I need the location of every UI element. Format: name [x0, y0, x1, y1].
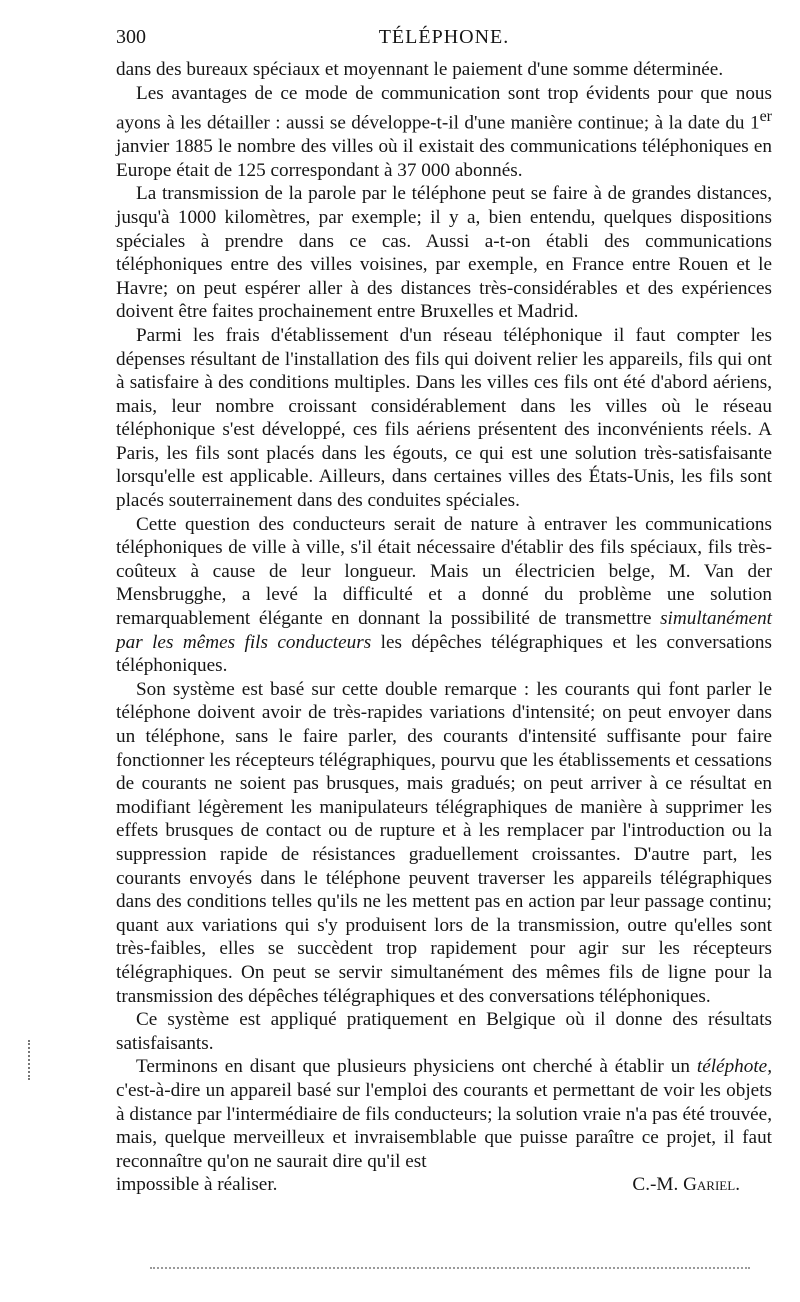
author-signature: [632, 1173, 740, 1197]
text-segment: Terminons en disant que plusieurs physiciens ont cherché à établir un: [136, 1056, 697, 1078]
running-head: TÉLÉPHONE.: [378, 26, 510, 48]
paragraph-belgique: Ce système est appliqué pratiquement en Belgique où il donne des résultats satisfaisants.: [116, 1009, 772, 1054]
article-body: [116, 58, 772, 1197]
page-header: [116, 26, 772, 54]
closing-line: [116, 1173, 772, 1197]
paragraph-avantages: [116, 82, 772, 183]
text-segment: les dépêches télégraphiques et les conversations téléphoniques.: [116, 631, 772, 677]
italic-emphasis: simultanément par les mêmes fils conducteurs: [116, 608, 772, 653]
author-surname: Gariel.: [683, 1174, 740, 1196]
text-segment: janvier 1885 le nombre des villes où il existait des communications téléphoniques en Europe était de 125 correspondant à 37 000 abonnés.: [116, 136, 772, 181]
final-text: impossible à réaliser.: [116, 1174, 278, 1196]
page-number: 300: [116, 26, 146, 48]
margin-marks: [28, 1040, 36, 1080]
ordinal-superscript: er: [759, 108, 772, 126]
paragraph-telephote: [116, 1055, 772, 1173]
text-segment: Les avantages de ce mode de communication sont trop évidents pour que nous ayons à les détailler : aussi se développe-t-il d'une manière continue; à la date du 1: [116, 82, 772, 134]
text-segment: Cette question des conducteurs serait de nature à entraver les communications téléphoniques de ville à ville, s'il était nécessaire d'établir des fils spéciaux, fils très-coûteux à cause de leur longueur. Mais un électricien belge, M. Van der Mensbrugghe, a levé la difficulté et a donné du problème une solution remarquablement élégante en donnant la possibilité de transmettre: [116, 513, 772, 630]
paragraph-frais: Parmi les frais d'établissement d'un réseau téléphonique il faut compter les dépenses résultant de l'installation des fils qui doivent relier les appareils, fils qui ont à satisfaire à des conditions multiples. Dans les villes ces fils ont été d'abord aériens, mais, leur nombre croissant considérablement dans les villes où le réseau téléphonique s'est développé, ces fils aériens présentent des inconvénients réels. A Paris, les fils sont placés dans les égouts, ce qui est une solution très-satisfaisante lorsqu'elle est applicable. Ailleurs, dans certaines villes des États-Unis, les fils sont placés souterrainement dans des conduites spéciales.: [116, 324, 772, 512]
italic-term: téléphote,: [696, 1056, 772, 1078]
text-segment: c'est-à-dire un appareil basé sur l'emploi des courants et permettant de voir les objets à distance par l'intermédiaire de fils conducteurs; la solution vraie n'a pas été trouvée, mais, quelque merveilleux et invraisemblable que puisse paraître ce projet, il faut reconnaître qu'on ne saurait dire qu'il est: [116, 1079, 772, 1172]
bottom-dotted-rule: [150, 1267, 750, 1269]
paragraph-conducteurs: [116, 513, 772, 678]
author-initials: C.-M.: [632, 1174, 684, 1196]
paragraph-systeme: Son système est basé sur cette double remarque : les courants qui font parler le téléphone doivent avoir de très-rapides variations d'intensité; on peut envoyer dans un téléphone, sans le faire parler, des courants d'intensité suffisante pour faire fonctionner les récepteurs télégraphiques, pourvu que les établissements et cessations de courants ne soient pas brusques, mais gradués; on peut arriver à ce résultat en modifiant légèrement les manipulateurs télégraphiques de manière à supprimer les effets brusques de contact ou de rupture et à les remplacer par l'introduction ou la suppression rapide de résistances graduellement croissantes. D'autre part, les courants envoyés dans le téléphone peuvent traverser les appareils télégraphiques dans des conditions telles qu'ils ne les mettent pas en action par leur passage continu; quant aux variations qui s'y produisent lors de la transmission, outre qu'elles sont très-faibles, elles se succèdent trop rapidement pour agir sur les récepteurs télégraphiques. On peut se servir simultanément des mêmes fils de ligne pour la transmission des dépêches télégraphiques et des conversations téléphoniques.: [116, 678, 772, 1007]
paragraph-continuation: dans des bureaux spéciaux et moyennant le paiement d'une somme déterminée.: [116, 59, 724, 80]
paragraph-transmission: La transmission de la parole par le téléphone peut se faire à de grandes distances, jusqu'à 1000 kilomètres, par exemple; il y a, bien entendu, quelques dispositions spéciales à prendre dans ce cas. Aussi a-t-on établi des communications téléphoniques entre des villes voisines, par exemple, en France entre Rouen et le Havre; on peut espérer aller à des distances très-considérables et des expériences doivent être faites prochainement entre Bruxelles et Madrid.: [116, 183, 772, 323]
